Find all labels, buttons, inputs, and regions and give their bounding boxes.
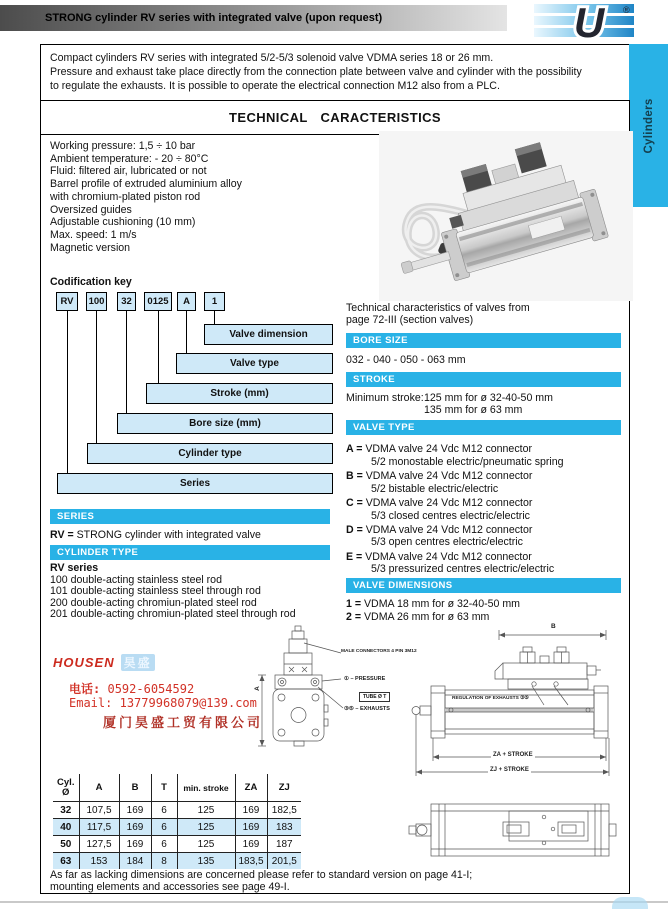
code-box-valve-dim: 1 xyxy=(204,292,225,311)
series-line xyxy=(50,529,261,542)
intro-line: to regulate the exhausts. It is possible to operate the electrical connection M12 also from a PLC. xyxy=(50,80,500,92)
valve-type-item xyxy=(346,524,628,549)
valve-dim-text: VDMA 18 mm for ø 32-40-50 mm xyxy=(363,598,520,610)
drawing-label-regulation: REGULATION OF EXHAUSTS ③⑤ xyxy=(452,696,529,701)
stamp-brand-name: HOUSEN xyxy=(53,655,115,670)
tab-cylinders[interactable] xyxy=(629,44,668,207)
bore-size-header: BORE SIZE xyxy=(346,333,621,348)
table-row: 32 107,5 169 6 125 169 182,5 xyxy=(53,802,301,819)
main-box xyxy=(40,100,630,894)
col-header: min. stroke xyxy=(177,774,235,802)
valve-type-desc2: 5/3 pressurized centres electric/electric xyxy=(371,563,555,576)
stroke-label: Minimum stroke: xyxy=(346,392,424,404)
col-header: B xyxy=(119,774,151,802)
table-row: 40 117,5 169 6 125 169 183 xyxy=(53,819,301,836)
stamp-brand xyxy=(53,654,155,671)
valve-dim-code: 2 = xyxy=(346,611,362,623)
valve-type-code: E = xyxy=(346,550,363,563)
footer-note-line2: mounting elements and accessories see page 49-I. xyxy=(50,881,290,893)
valve-type-desc: VDMA valve 24 Vdc M12 connector xyxy=(365,550,532,563)
stamp-email xyxy=(69,696,257,710)
section-title: TECHNICAL CARACTERISTICS xyxy=(229,110,441,125)
key-connector xyxy=(96,311,97,443)
stamp-company: 厦门昊盛工贸有限公司 xyxy=(103,716,264,731)
drawing-label-pressure: ① – PRESSURE xyxy=(344,676,386,682)
page-badge-partial xyxy=(612,897,648,909)
page-title: STRONG cylinder RV series with integrated valve (upon request) xyxy=(45,12,383,24)
table-row: 63 153 184 8 135 183,5 201,5 xyxy=(53,853,301,870)
stamp-phone xyxy=(69,680,194,697)
logo-letter: U xyxy=(573,1,605,43)
intro-box xyxy=(40,44,630,101)
tech-line: Ambient temperature: - 20 ÷ 80°C xyxy=(50,152,209,165)
tech-line: Barrel profile of extruded aluminium alloy xyxy=(50,178,242,191)
tech-line: Working pressure: 1,5 ÷ 10 bar xyxy=(50,140,196,152)
valve-type-desc2: 5/2 monostable electric/pneumatic spring xyxy=(371,455,564,468)
valve-type-code: D = xyxy=(346,523,363,536)
header-bar xyxy=(0,5,507,31)
key-bar-cylinder-type: Cylinder type xyxy=(87,443,333,464)
tech-line: Magnetic version xyxy=(50,241,131,254)
intro-line: Compact cylinders RV series with integrated 5/2-5/3 solenoid valve VDMA series 18 or 26 mm. xyxy=(50,52,494,64)
technical-drawings xyxy=(253,619,641,871)
key-bar-valve-dimension: Valve dimension xyxy=(204,324,333,345)
product-photo xyxy=(379,131,633,301)
cylinder-type-list xyxy=(50,563,296,621)
valve-type-item xyxy=(346,443,628,468)
code-box-series: RV xyxy=(56,292,78,311)
intro-line: Pressure and exhaust take place directly from the connection plate between valve and cylinder with the possibility xyxy=(50,66,582,78)
valve-dim-code: 1 = xyxy=(346,598,362,610)
stamp-email-label: Email: xyxy=(69,696,113,710)
valve-dimensions-header: VALVE DIMENSIONS xyxy=(346,578,621,593)
col-header: A xyxy=(79,774,119,802)
key-connector xyxy=(126,311,127,413)
stroke-line2: 135 mm for ø 63 mm xyxy=(424,404,523,416)
stroke-line1: 125 mm for ø 32-40-50 mm xyxy=(424,392,553,404)
univer-logo-graphic xyxy=(533,1,641,43)
table-header-row xyxy=(53,774,301,802)
tech-line: Fluid: filtered air, lubricated or not xyxy=(50,165,207,178)
valve-type-code: B = xyxy=(346,469,363,482)
col-header: ZJ xyxy=(267,774,301,802)
tech-line: Oversized guides xyxy=(50,203,132,216)
footer-note-line1: As far as lacking dimensions are concerned please refer to standard version on page 41-I; xyxy=(50,869,473,881)
valve-type-desc: VDMA valve 24 Vdc M12 connector xyxy=(365,523,533,536)
valve-type-desc2: 5/3 open centres electric/electric xyxy=(371,536,523,549)
tech-line: Max. speed: 1 m/s xyxy=(50,228,137,241)
key-bar-series: Series xyxy=(57,473,333,494)
stamp-email-address: 13779968079@139.com xyxy=(119,696,257,710)
cylinder-type-item: 101 double-acting stainless steel through rod xyxy=(50,585,261,598)
stamp-phone-number: 0592-6054592 xyxy=(107,682,195,696)
key-connector xyxy=(186,311,187,353)
drawing-dim-a: A xyxy=(253,686,261,691)
tech-characteristics xyxy=(50,140,242,254)
series-text: STRONG cylinder with integrated valve xyxy=(76,529,261,541)
stamp-phone-label: 电话: xyxy=(69,682,101,696)
cylinder-type-item: 100 double-acting stainless steel rod xyxy=(50,573,222,586)
valve-type-desc2: 5/3 closed centres electric/electric xyxy=(371,509,530,522)
page-bottom-rule xyxy=(0,901,668,903)
key-bar-stroke: Stroke (mm) xyxy=(146,383,333,404)
col-header: T xyxy=(151,774,177,802)
cylinder-type-subtitle: RV series xyxy=(50,562,99,574)
bore-size-text: 032 - 040 - 050 - 063 mm xyxy=(346,354,466,366)
dimensions-table xyxy=(53,774,301,869)
drawing-dim-b: B xyxy=(551,623,556,630)
table-row: 50 127,5 169 6 125 169 187 xyxy=(53,836,301,853)
valve-type-desc: VDMA valve 24 Vdc M12 connector xyxy=(365,469,533,482)
col-header: ZA xyxy=(235,774,267,802)
drawing-dim-zj: ZJ + STROKE xyxy=(490,767,529,773)
valve-type-desc: VDMA valve 24 Vdc M12 connector xyxy=(365,443,532,455)
valve-type-item xyxy=(346,551,628,576)
valve-type-list xyxy=(346,443,628,578)
tab-cylinders-label: Cylinders xyxy=(642,97,655,154)
cylinder-type-header: CYLINDER TYPE xyxy=(50,545,330,560)
key-connector xyxy=(214,311,215,324)
valves-note-line1: Technical characteristics of valves from xyxy=(346,302,530,314)
key-bar-bore-size: Bore size (mm) xyxy=(117,413,333,434)
series-code: RV = xyxy=(50,529,74,541)
drawing-label-male-connectors: MALE CONNECTORS 4 PIN 3M12 xyxy=(341,649,417,654)
valve-dim-item xyxy=(346,611,489,624)
code-box-bore: 32 xyxy=(117,292,136,311)
cylinder-type-item: 200 double-acting chromiun-plated steel rod xyxy=(50,596,257,609)
valve-type-item xyxy=(346,470,628,495)
stamp-brand-box: 昊盛 xyxy=(121,654,155,671)
valve-dim-text: VDMA 26 mm for ø 63 mm xyxy=(363,611,490,623)
drawing-label-tube: TUBE Ø T xyxy=(359,692,390,702)
key-connector xyxy=(67,311,68,473)
valve-type-code: C = xyxy=(346,496,363,509)
tech-line: Adjustable cushioning (10 mm) xyxy=(50,216,196,229)
registered-mark: ® xyxy=(623,5,630,15)
cylinder-type-item: 201 double-acting chromiun-plated steel through rod xyxy=(50,608,296,621)
stroke-header: STROKE xyxy=(346,372,621,387)
drawing-dim-za: ZA + STROKE xyxy=(493,752,533,758)
codification-title: Codification key xyxy=(50,276,132,288)
valves-note-line2: page 72-III (section valves) xyxy=(346,314,474,326)
key-connector xyxy=(158,311,159,383)
valve-type-desc2: 5/2 bistable electric/electric xyxy=(371,482,499,495)
tech-line: with chromium-plated piston rod xyxy=(50,190,201,203)
valve-type-desc: VDMA valve 24 Vdc M12 connector xyxy=(365,496,533,509)
valve-dim-item xyxy=(346,598,520,611)
valve-type-code: A = xyxy=(346,443,363,455)
univer-logo xyxy=(533,1,641,43)
series-header: SERIES xyxy=(50,509,330,524)
code-box-cylinder: 100 xyxy=(86,292,107,311)
col-header-cyl: Cyl. Ø xyxy=(53,774,79,802)
drawing-label-exhausts: ③⑤ – EXHAUSTS xyxy=(344,706,390,712)
code-box-valve-type: A xyxy=(177,292,196,311)
valve-type-header: VALVE TYPE xyxy=(346,420,621,435)
code-box-stroke: 0125 xyxy=(144,292,172,311)
key-bar-valve-type: Valve type xyxy=(176,353,333,374)
valve-type-item xyxy=(346,497,628,522)
